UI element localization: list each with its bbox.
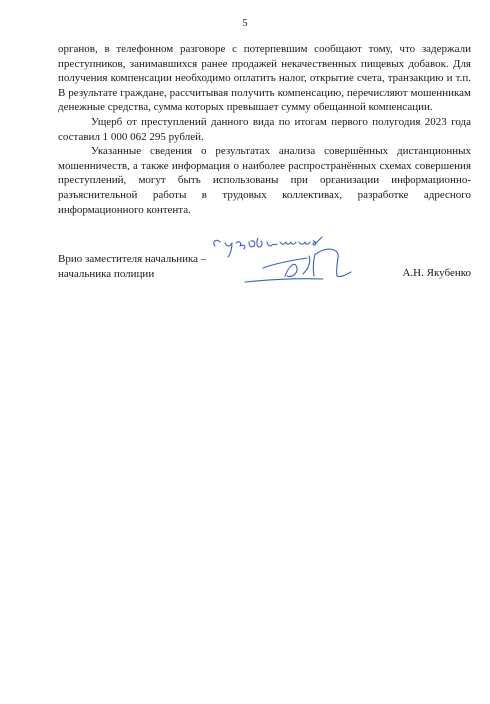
- signatory-name: А.Н. Якубенко: [402, 267, 471, 279]
- paragraph-continuation: органов, в телефонном разговоре с потерпевшим сообщают тому, что задержали преступников, занимавшихся ранее продажей некачественных пищевых добавок. Для получения компенсации необходимо оплатить налог, открытие счета, транзакцию и т.п. В результате граждане, рассчитывая получить компенсацию, перечисляют мошенникам денежные средства, сумма которых превышает сумму обещанной компенсации.: [58, 43, 471, 114]
- paragraph-damage: Ущерб от преступлений данного вида по итогам первого полугодия 2023 года составил 1 000 062 295 рублей.: [58, 115, 471, 143]
- paragraph-usage: Указанные сведения о результатах анализа совершённых дистанционных мошенничеств, а также информация о наиболее распространённых схемах совершения преступлений, могут быть использованы при организации информационно-разъяснительной работы в трудовых коллективах, разработке адресного информационного контента.: [58, 145, 471, 216]
- body-text: [58, 42, 471, 217]
- signatory-title: [58, 252, 206, 281]
- page-number: 5: [242, 18, 248, 29]
- handwritten-signature: [205, 228, 385, 288]
- signatory-title-line2: начальника полиции: [58, 267, 155, 280]
- signatory-title-line1: Врио заместителя начальника –: [58, 253, 207, 265]
